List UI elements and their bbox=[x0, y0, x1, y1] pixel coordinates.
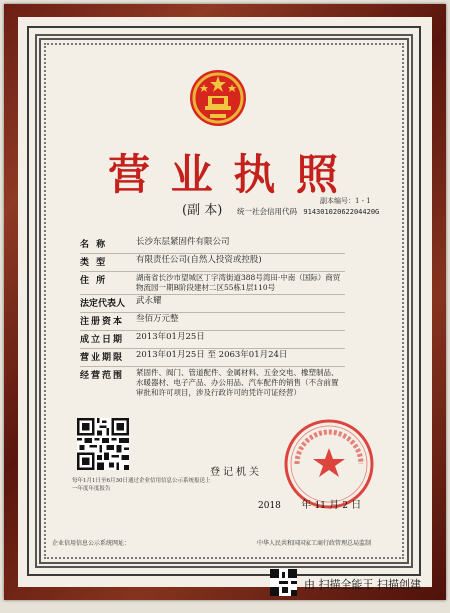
field-row bbox=[80, 236, 345, 254]
field-value: 长沙东层紧固件有限公司 bbox=[136, 237, 230, 247]
issuing-authority-label: 登记机关 bbox=[210, 467, 262, 478]
watermark-qr-icon[interactable] bbox=[270, 569, 297, 596]
field-row bbox=[80, 272, 345, 295]
national-emblem-icon bbox=[188, 68, 248, 128]
field-row bbox=[80, 331, 345, 349]
issue-date bbox=[258, 496, 361, 511]
issue-year: 2018 bbox=[258, 501, 281, 511]
field-row bbox=[80, 349, 345, 367]
year-unit: 年 bbox=[301, 500, 312, 511]
issue-month: 11 bbox=[314, 501, 326, 511]
field-value: 叁佰万元整 bbox=[136, 314, 179, 324]
credit-code-value: 91430102062204420G bbox=[303, 208, 380, 216]
field-value: 武永耀 bbox=[136, 296, 162, 306]
field-row bbox=[80, 367, 345, 399]
field-label: 成立日期 bbox=[80, 335, 125, 345]
field-label: 法定代表人 bbox=[80, 299, 126, 309]
day-unit: 日 bbox=[351, 500, 362, 511]
page-title: 营 业 执 照 bbox=[108, 150, 338, 199]
serial-number: 副本编号：1 - 1 bbox=[320, 197, 371, 205]
field-label: 类 型 bbox=[80, 258, 108, 268]
scanner-watermark: 由 扫描全能王 扫描创建 bbox=[304, 578, 421, 591]
credit-code bbox=[237, 206, 379, 217]
certificate-fields bbox=[80, 236, 345, 399]
field-value: 湖南省长沙市望城区丁字湾街道388号湾田·中南（国际）商贸物流园一期B阶段建材二区55栋1层110号 bbox=[136, 273, 341, 292]
footer-supervisor: 中华人民共和国国家工商行政管理总局监制 bbox=[257, 540, 372, 547]
field-label: 经营范围 bbox=[80, 371, 125, 381]
credit-code-label: 统一社会信用代码 bbox=[237, 207, 297, 216]
field-label: 名 称 bbox=[80, 240, 108, 250]
field-row bbox=[80, 313, 345, 331]
month-unit: 月 bbox=[329, 500, 340, 511]
field-label: 住 所 bbox=[80, 276, 108, 286]
field-value: 紧固件、阀门、管道配件、金属材料、五金交电、橡塑制品、水暖器材、电子产品、办公用品、汽车配件的销售（不含前置审批和许可项目，涉及行政许可的凭许可证经营） bbox=[136, 368, 339, 397]
field-row bbox=[80, 295, 345, 313]
annual-report-note: 每年1月1日至6月30日通过企业信用信息公示系统报送上一年度年度报告 bbox=[72, 478, 211, 492]
field-row bbox=[80, 254, 345, 272]
field-label: 营业期限 bbox=[80, 353, 125, 363]
field-value: 2013年01月25日 至 2063年01月24日 bbox=[136, 350, 288, 360]
field-label: 注册资本 bbox=[80, 317, 125, 327]
copy-label: (副 本) bbox=[182, 203, 223, 218]
footer-website-label: 企业信用信息公示系统网址： bbox=[52, 540, 131, 547]
issue-day: 2 bbox=[342, 501, 349, 511]
field-value: 有限责任公司(自然人投资或控股) bbox=[136, 255, 262, 265]
qr-code-icon[interactable] bbox=[77, 418, 129, 470]
field-value: 2013年01月25日 bbox=[136, 332, 205, 342]
